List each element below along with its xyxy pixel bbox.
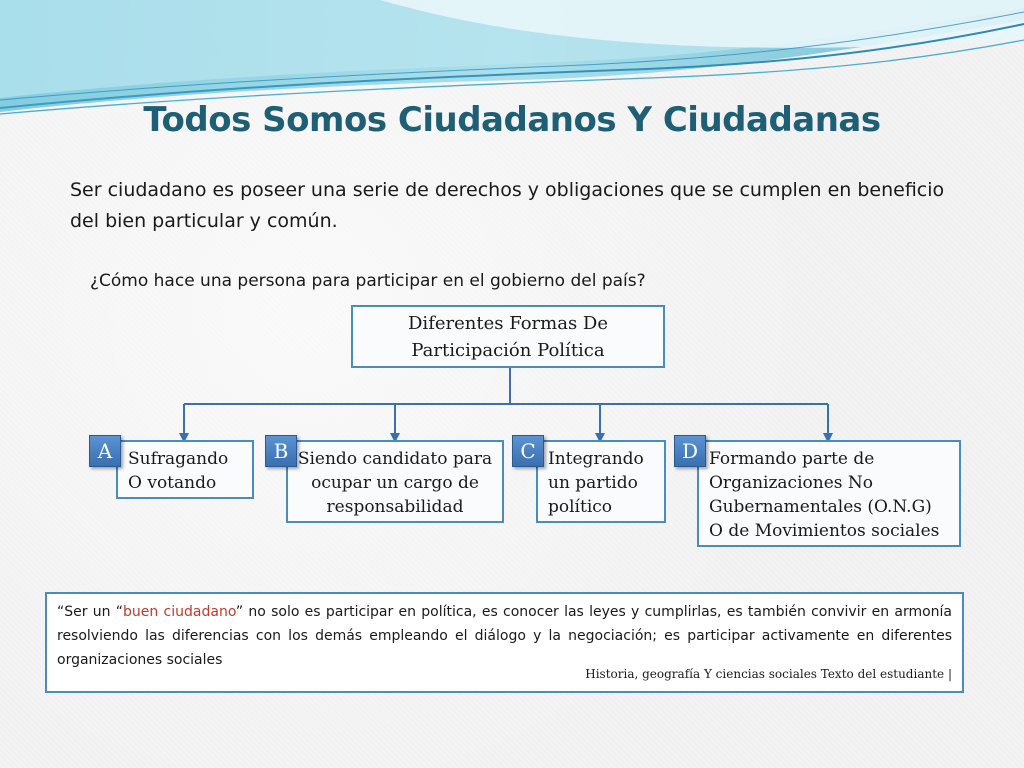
branch-a-line-2: O votando [128, 473, 217, 493]
branch-c-box [536, 440, 666, 523]
branch-b-line-3: responsabilidad [326, 497, 464, 517]
root-box-line-1: Diferentes Formas De [408, 312, 608, 334]
branch-d-letter-badge: D [674, 435, 706, 467]
quote-highlight: buen ciudadano [123, 604, 236, 620]
quote-opening: “Ser un “ [57, 604, 124, 620]
branch-a-line-1: Sufragando [128, 449, 229, 469]
branch-d-line-1: Formando parte de [709, 449, 875, 469]
branch-d-line-4: O de Movimientos sociales [709, 521, 940, 541]
quote-body: ” no solo es participar en política, es conocer las leyes y cumplirlas, es también convivir en armonía resolviendo las diferencias con los demás empleando el diálogo y la negociación; es participar activamente en diferentes organizaciones sociales [57, 604, 952, 668]
branch-b-letter-badge: B [265, 435, 297, 467]
branch-b-line-2: ocupar un cargo de [311, 473, 479, 493]
branch-d-line-2: Organizaciones No [709, 473, 873, 493]
branch-a-letter-badge: A [89, 435, 121, 467]
branch-b-line-1: Siendo candidato para [297, 449, 493, 469]
branch-c-line-2: un partido [548, 473, 638, 493]
question-text: ¿Cómo hace una persona para participar en el gobierno del país? [90, 271, 646, 291]
quote-box [45, 592, 964, 693]
branch-d-box [697, 440, 961, 547]
branch-c-line-3: político [548, 497, 613, 517]
branch-c-letter-badge: C [512, 435, 544, 467]
branch-a-box [116, 440, 254, 499]
diagram-root-box [351, 305, 665, 368]
branch-b-box [286, 440, 504, 523]
root-box-line-2: Participación Política [411, 339, 605, 361]
branch-d-line-3: Gubernamentales (O.N.G) [709, 497, 932, 517]
slide-title: Todos Somos Ciudadanos Y Ciudadanas [143, 100, 881, 140]
intro-paragraph: Ser ciudadano es poseer una serie de derechos y obligaciones que se cumplen en beneficio del bien particular y común. [70, 179, 945, 232]
quote-source: Historia, geografía Y ciencias sociales Texto del estudiante | [585, 667, 952, 681]
branch-c-line-1: Integrando [548, 449, 644, 469]
